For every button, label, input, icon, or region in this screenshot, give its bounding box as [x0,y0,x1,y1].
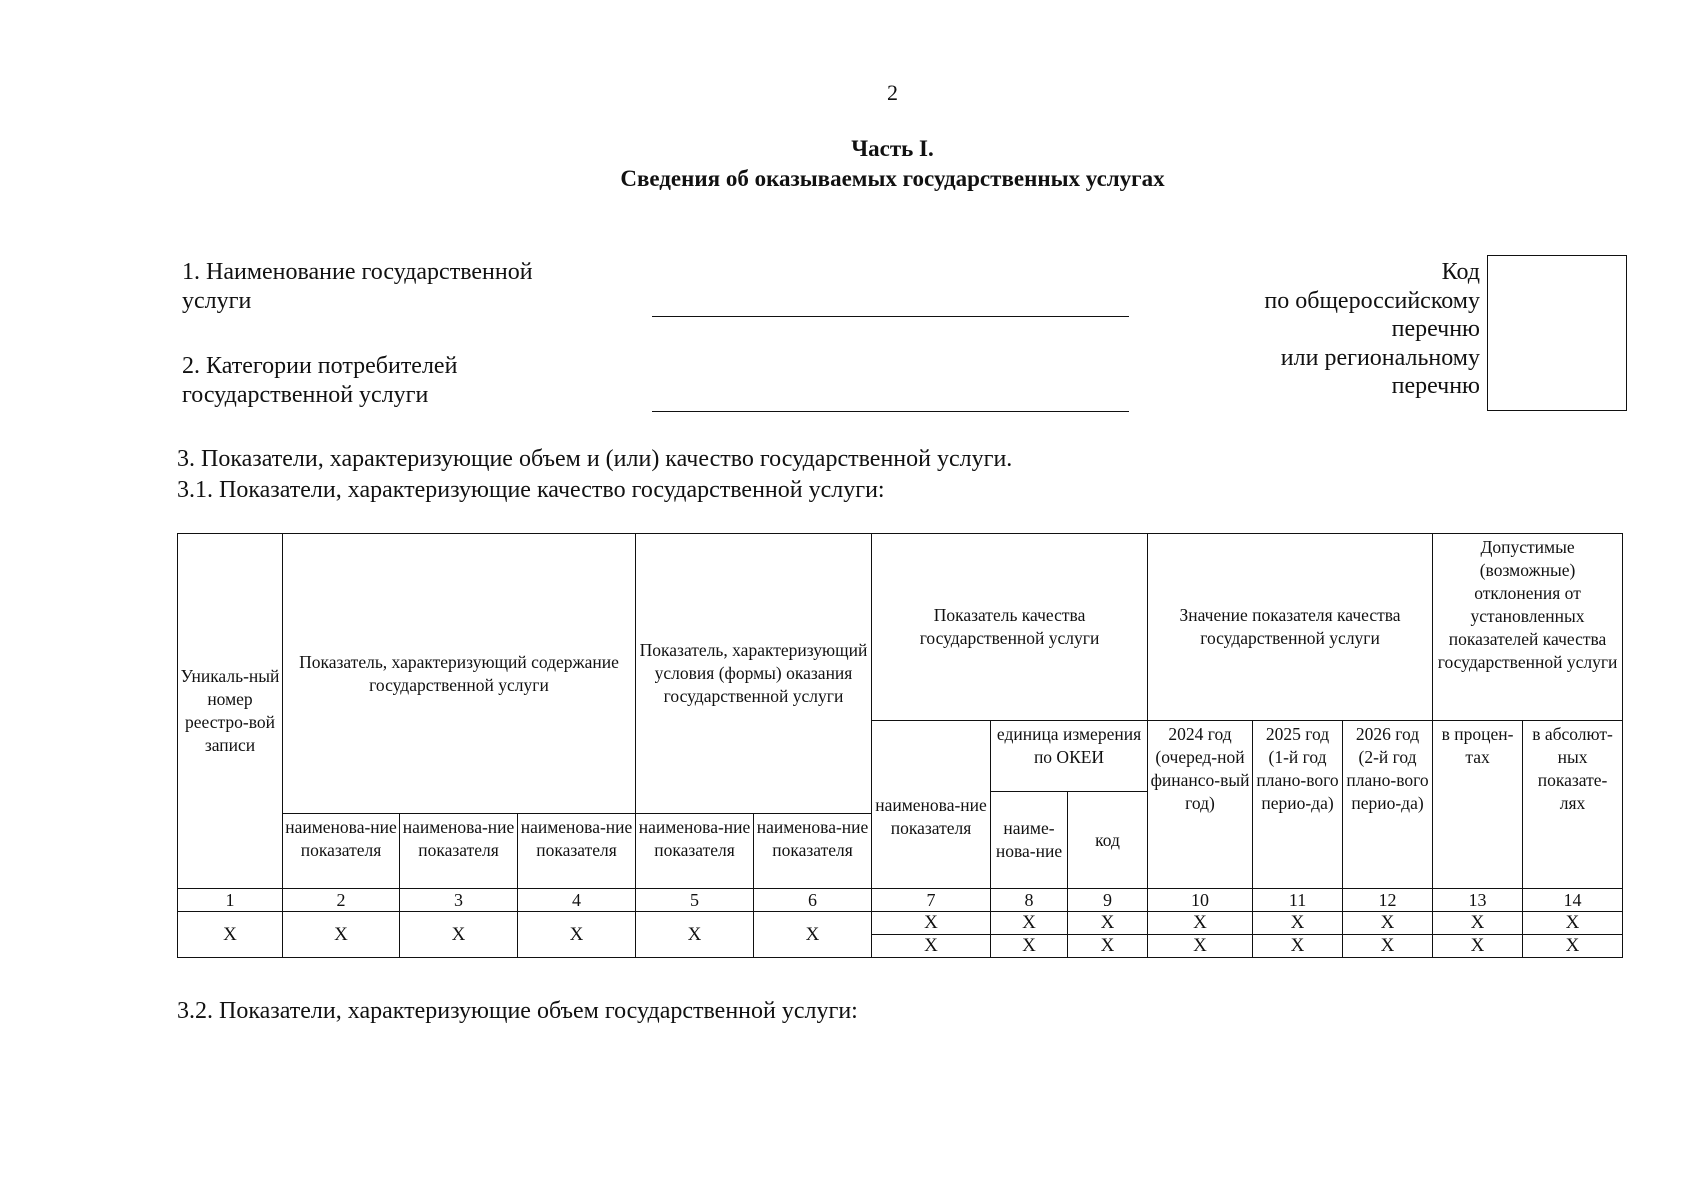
header-content-name-2: наименова-ние показателя [400,814,518,889]
code-label: Код по общероссийскому перечню или региональному перечню [1264,259,1480,399]
x-cell[interactable]: X [518,912,636,958]
header-unit-name: наиме-нова-ние [991,792,1068,889]
column-number: 9 [1068,889,1148,912]
column-number: 5 [636,889,754,912]
x-cell[interactable]: X [1068,912,1148,935]
paragraph-3-1: 3.1. Показатели, характеризующие качество государственной услуги: [177,477,885,503]
column-number: 6 [754,889,872,912]
column-number: 11 [1253,889,1343,912]
header-in-percent: в процен-тах [1433,721,1523,889]
x-cell[interactable]: X [1523,912,1623,935]
x-cell[interactable]: X [636,912,754,958]
x-cell[interactable]: X [1433,912,1523,935]
header-year-2024: 2024 год (очеред-ной финансо-вый год) [1148,721,1253,889]
paragraph-3-2: 3.2. Показатели, характеризующие объем государственной услуги: [177,998,858,1024]
x-cell[interactable]: X [754,912,872,958]
header-unit-code: код [1068,792,1148,889]
x-cell[interactable]: X [1523,935,1623,958]
header-content-name-1: наименова-ние показателя [283,814,400,889]
column-number: 13 [1433,889,1523,912]
column-number-row [178,889,1623,912]
header-content-name-3: наименова-ние показателя [518,814,636,889]
x-cell[interactable]: X [872,912,991,935]
x-cell[interactable]: X [872,935,991,958]
header-content-indicator: Показатель, характеризующий содержание государственной услуги [283,534,636,814]
column-number: 1 [178,889,283,912]
header-unique-number: Уникаль-ный номер реестро-вой записи [178,534,283,889]
x-cell[interactable]: X [1148,912,1253,935]
section-title: Сведения об оказываемых государственных услугах [620,166,1165,191]
column-number: 3 [400,889,518,912]
header-quality-value: Значение показателя качества государственной услуги [1148,534,1433,721]
header-indicator-name: наименова-ние показателя [872,721,991,889]
paragraph-3: 3. Показатели, характеризующие объем и (или) качество государственной услуги. [177,446,1013,472]
x-cell[interactable]: X [1253,935,1343,958]
x-cell[interactable]: X [1148,935,1253,958]
x-cell[interactable]: X [178,912,283,958]
quality-indicators-table [177,533,1623,958]
column-number: 10 [1148,889,1253,912]
x-cell[interactable]: X [1343,935,1433,958]
service-name-label: 1. Наименование государственной услуги [182,259,533,314]
header-condition-name-1: наименова-ние показателя [636,814,754,889]
column-number: 12 [1343,889,1433,912]
header-quality-indicator: Показатель качества государственной услуги [872,534,1148,721]
header-deviations: Допустимые (возможные) отклонения от установленных показателей качества государственной услуги [1433,534,1623,721]
table-row [178,912,1623,935]
x-cell[interactable]: X [283,912,400,958]
column-number: 4 [518,889,636,912]
x-cell[interactable]: X [1253,912,1343,935]
header-condition-name-2: наименова-ние показателя [754,814,872,889]
consumers-label: 2. Категории потребителей государственной услуги [182,353,458,408]
column-number: 8 [991,889,1068,912]
header-in-absolute: в абсолют-ных показате-лях [1523,721,1623,889]
header-conditions-indicator: Показатель, характеризующий условия (формы) оказания государственной услуги [636,534,872,814]
page-number: 2 [887,80,898,105]
x-cell[interactable]: X [1068,935,1148,958]
consumers-input-line[interactable] [652,411,1129,412]
column-number: 7 [872,889,991,912]
x-cell[interactable]: X [1433,935,1523,958]
header-unit-okei: единица измерения по ОКЕИ [991,721,1148,792]
part-title: Часть I. [851,136,934,161]
header-year-2025: 2025 год (1-й год плано-вого перио-да) [1253,721,1343,889]
column-number: 14 [1523,889,1623,912]
code-box[interactable] [1487,255,1627,411]
x-cell[interactable]: X [1343,912,1433,935]
x-cell[interactable]: X [400,912,518,958]
x-cell[interactable]: X [991,912,1068,935]
column-number: 2 [283,889,400,912]
x-cell[interactable]: X [991,935,1068,958]
header-year-2026: 2026 год (2-й год плано-вого перио-да) [1343,721,1433,889]
service-name-input-line[interactable] [652,316,1129,317]
